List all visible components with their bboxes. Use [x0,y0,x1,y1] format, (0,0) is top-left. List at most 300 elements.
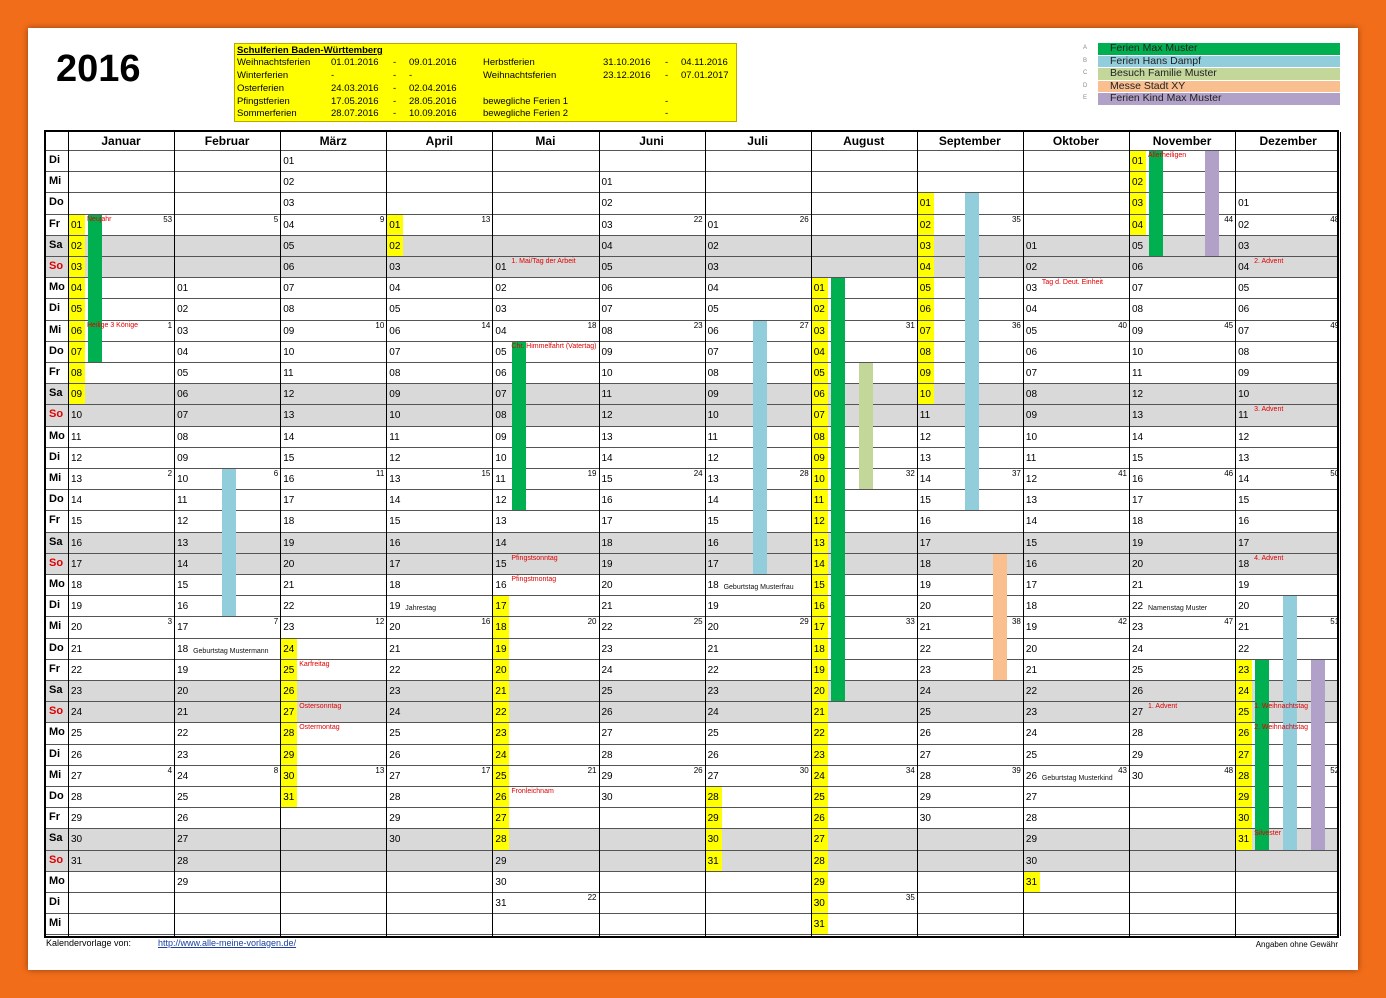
day-cell[interactable]: 27 [389,770,401,782]
day-cell[interactable]: 19 [493,639,509,659]
day-cell[interactable]: 11 [283,368,294,379]
day-cell[interactable]: 05 [1238,283,1250,295]
day-cell[interactable]: 28 [1025,813,1038,825]
day-cell[interactable]: 17 [1132,495,1144,507]
day-cell[interactable]: 31 [1024,872,1040,892]
day-cell[interactable]: 11 [601,389,612,401]
day-cell[interactable]: 01 [707,219,719,231]
day-cell[interactable]: 26 [1132,686,1144,697]
day-cell[interactable]: 29 [389,813,401,825]
day-cell[interactable]: 07 [177,410,189,422]
day-cell[interactable]: 11 [389,431,400,443]
day-cell[interactable]: 02 [69,236,85,256]
day-cell[interactable]: 19 [601,558,613,570]
day-cell[interactable]: 17 [283,495,295,507]
footer-link[interactable]: http://www.alle-meine-vorlagen.de/ [158,938,297,948]
day-cell[interactable]: 23 [1132,622,1144,634]
day-cell[interactable]: 28 [706,787,722,807]
day-cell[interactable]: 01 [1238,198,1250,210]
day-cell[interactable]: 24 [389,707,401,719]
day-cell[interactable]: 23 [493,723,509,743]
day-cell[interactable]: 10 [812,469,828,489]
day-cell[interactable]: 08 [177,431,189,443]
day-cell[interactable]: 19 [389,601,401,613]
day-cell[interactable]: 21 [493,681,509,701]
event-bar[interactable] [1149,151,1163,256]
day-cell[interactable]: 04 [918,257,934,277]
day-cell[interactable]: 13 [919,452,931,464]
day-cell[interactable]: 25 [281,660,297,680]
day-cell[interactable]: 27 [493,808,509,828]
day-cell[interactable]: 12 [1238,431,1250,443]
day-cell[interactable]: 07 [1132,283,1144,295]
day-cell[interactable]: 08 [918,342,934,362]
day-cell[interactable]: 13 [71,474,83,485]
day-cell[interactable]: 08 [495,410,507,422]
day-cell[interactable]: 07 [1025,368,1038,379]
day-cell[interactable]: 06 [707,325,719,337]
day-cell[interactable]: 06 [1238,304,1250,316]
day-cell[interactable]: 24 [177,770,189,782]
day-cell[interactable]: 10 [918,384,934,404]
day-cell[interactable]: 29 [1132,749,1144,761]
day-cell[interactable]: 20 [177,686,189,697]
day-cell[interactable]: 07 [812,405,828,425]
day-cell[interactable]: 14 [919,474,931,485]
day-cell[interactable]: 20 [1238,601,1250,613]
day-cell[interactable]: 16 [707,537,719,549]
day-cell[interactable]: 19 [1025,622,1038,634]
day-cell[interactable]: 18 [1238,558,1250,570]
day-cell[interactable]: 12 [495,495,507,507]
event-bar[interactable] [1311,660,1325,850]
day-cell[interactable]: 10 [1238,389,1250,401]
day-cell[interactable]: 22 [707,664,719,676]
day-cell[interactable]: 01 [387,215,403,235]
day-cell[interactable]: 02 [1238,219,1250,231]
day-cell[interactable]: 26 [1025,770,1038,782]
day-cell[interactable]: 09 [707,389,719,401]
day-cell[interactable]: 20 [1025,643,1038,655]
day-cell[interactable]: 01 [1025,240,1038,252]
day-cell[interactable]: 25 [177,792,189,803]
event-bar[interactable] [831,278,845,701]
day-cell[interactable]: 29 [706,808,722,828]
day-cell[interactable]: 24 [281,639,297,659]
day-cell[interactable]: 15 [495,558,507,570]
day-cell[interactable]: 20 [919,601,931,613]
day-cell[interactable]: 08 [812,427,828,447]
day-cell[interactable]: 05 [69,299,85,319]
day-cell[interactable]: 22 [1238,643,1250,655]
day-cell[interactable]: 06 [812,384,828,404]
day-cell[interactable]: 14 [495,537,507,549]
day-cell[interactable]: 28 [812,851,828,871]
day-cell[interactable]: 29 [281,745,297,765]
day-cell[interactable]: 13 [812,533,828,553]
day-cell[interactable]: 08 [389,368,401,379]
day-cell[interactable]: 07 [283,283,295,295]
day-cell[interactable]: 14 [707,495,719,507]
day-cell[interactable]: 08 [1025,389,1038,401]
day-cell[interactable]: 27 [601,728,613,740]
day-cell[interactable]: 16 [919,516,931,528]
day-cell[interactable]: 24 [707,707,719,719]
day-cell[interactable]: 03 [1025,283,1038,295]
day-cell[interactable]: 01 [918,193,934,213]
day-cell[interactable]: 26 [281,681,297,701]
day-cell[interactable]: 18 [812,639,828,659]
day-cell[interactable]: 02 [177,304,189,316]
day-cell[interactable]: 12 [71,452,83,464]
day-cell[interactable]: 29 [601,770,613,782]
day-cell[interactable]: 26 [177,813,189,825]
day-cell[interactable]: 03 [1130,193,1146,213]
day-cell[interactable]: 06 [1025,346,1038,358]
day-cell[interactable]: 22 [601,622,613,634]
day-cell[interactable]: 25 [707,728,719,740]
day-cell[interactable]: 06 [69,321,85,341]
day-cell[interactable]: 05 [495,346,507,358]
day-cell[interactable]: 07 [707,346,719,358]
day-cell[interactable]: 05 [601,262,613,273]
day-cell[interactable]: 04 [177,346,189,358]
day-cell[interactable]: 01 [1130,151,1146,171]
day-cell[interactable]: 06 [1132,262,1144,273]
day-cell[interactable]: 07 [495,389,507,401]
day-cell[interactable]: 15 [283,452,295,464]
day-cell[interactable]: 27 [281,702,297,722]
day-cell[interactable]: 14 [601,452,613,464]
day-cell[interactable]: 12 [601,410,613,422]
day-cell[interactable]: 06 [389,325,401,337]
day-cell[interactable]: 09 [812,448,828,468]
day-cell[interactable]: 19 [177,664,189,676]
day-cell[interactable]: 14 [71,495,83,507]
day-cell[interactable]: 06 [918,299,934,319]
day-cell[interactable]: 08 [707,368,719,379]
day-cell[interactable]: 15 [919,495,931,507]
day-cell[interactable]: 19 [707,601,719,613]
day-cell[interactable]: 16 [177,601,189,613]
day-cell[interactable]: 31 [495,898,507,909]
day-cell[interactable]: 31 [1236,829,1252,849]
day-cell[interactable]: 05 [812,363,828,383]
day-cell[interactable]: 10 [283,346,295,358]
day-cell[interactable]: 10 [707,410,719,422]
day-cell[interactable]: 27 [177,834,189,846]
day-cell[interactable]: 25 [493,766,509,786]
day-cell[interactable]: 27 [707,770,719,782]
day-cell[interactable]: 08 [1238,346,1250,358]
day-cell[interactable]: 09 [389,389,401,401]
day-cell[interactable]: 28 [281,723,297,743]
event-bar[interactable] [753,321,767,574]
day-cell[interactable]: 29 [71,813,83,825]
day-cell[interactable]: 18 [71,580,83,591]
day-cell[interactable]: 02 [601,198,613,210]
day-cell[interactable]: 05 [177,368,189,379]
day-cell[interactable]: 31 [706,851,722,871]
day-cell[interactable]: 07 [1238,325,1250,337]
day-cell[interactable]: 17 [1238,537,1250,549]
day-cell[interactable]: 09 [177,452,189,464]
day-cell[interactable]: 16 [283,474,295,485]
day-cell[interactable]: 26 [812,808,828,828]
day-cell[interactable]: 14 [1238,474,1250,485]
day-cell[interactable]: 26 [389,749,401,761]
day-cell[interactable]: 18 [1132,516,1144,528]
day-cell[interactable]: 04 [1238,262,1250,273]
day-cell[interactable]: 06 [495,368,507,379]
day-cell[interactable]: 28 [919,770,931,782]
day-cell[interactable]: 09 [1025,410,1038,422]
day-cell[interactable]: 30 [706,829,722,849]
day-cell[interactable]: 16 [1132,474,1144,485]
day-cell[interactable]: 17 [707,558,719,570]
day-cell[interactable]: 04 [283,219,295,231]
day-cell[interactable]: 03 [495,304,507,316]
day-cell[interactable]: 19 [1132,537,1144,549]
day-cell[interactable]: 22 [283,601,295,613]
day-cell[interactable]: 11 [1238,410,1249,422]
day-cell[interactable]: 29 [1025,834,1038,846]
day-cell[interactable]: 02 [707,240,719,252]
day-cell[interactable]: 01 [601,177,613,189]
day-cell[interactable]: 18 [177,643,189,655]
day-cell[interactable]: 05 [918,278,934,298]
day-cell[interactable]: 05 [389,304,401,316]
day-cell[interactable]: 04 [601,240,613,252]
day-cell[interactable]: 16 [71,537,83,549]
day-cell[interactable]: 14 [389,495,401,507]
day-cell[interactable]: 18 [707,580,719,591]
day-cell[interactable]: 25 [389,728,401,740]
day-cell[interactable]: 28 [493,829,509,849]
day-cell[interactable]: 15 [1132,452,1144,464]
day-cell[interactable]: 16 [601,495,613,507]
day-cell[interactable]: 16 [1238,516,1250,528]
day-cell[interactable]: 16 [812,596,828,616]
day-cell[interactable]: 11 [71,431,82,443]
day-cell[interactable]: 19 [283,537,295,549]
day-cell[interactable]: 23 [707,686,719,697]
day-cell[interactable]: 16 [495,580,507,591]
day-cell[interactable]: 26 [707,749,719,761]
day-cell[interactable]: 01 [69,215,85,235]
day-cell[interactable]: 23 [389,686,401,697]
day-cell[interactable]: 25 [71,728,83,740]
day-cell[interactable]: 05 [1132,240,1144,252]
day-cell[interactable]: 31 [281,787,297,807]
day-cell[interactable]: 01 [812,278,828,298]
day-cell[interactable]: 30 [1025,855,1038,867]
day-cell[interactable]: 21 [1132,580,1144,591]
day-cell[interactable]: 30 [1236,808,1252,828]
day-cell[interactable]: 01 [495,262,507,273]
day-cell[interactable]: 03 [1238,240,1250,252]
day-cell[interactable]: 30 [495,876,507,888]
day-cell[interactable]: 18 [389,580,401,591]
day-cell[interactable]: 04 [69,278,85,298]
day-cell[interactable]: 07 [918,321,934,341]
day-cell[interactable]: 12 [919,431,931,443]
day-cell[interactable]: 02 [387,236,403,256]
day-cell[interactable]: 23 [177,749,189,761]
day-cell[interactable]: 15 [707,516,719,528]
day-cell[interactable]: 25 [1132,664,1144,676]
day-cell[interactable]: 23 [283,622,295,634]
day-cell[interactable]: 24 [919,686,931,697]
day-cell[interactable]: 12 [1132,389,1144,401]
day-cell[interactable]: 12 [177,516,189,528]
event-bar[interactable] [859,363,873,489]
day-cell[interactable]: 07 [69,342,85,362]
day-cell[interactable]: 17 [389,558,401,570]
day-cell[interactable]: 13 [1025,495,1038,507]
day-cell[interactable]: 21 [812,702,828,722]
day-cell[interactable]: 13 [601,431,613,443]
event-bar[interactable] [965,193,979,510]
day-cell[interactable]: 13 [177,537,189,549]
day-cell[interactable]: 29 [919,792,931,803]
day-cell[interactable]: 10 [601,368,613,379]
day-cell[interactable]: 11 [1132,368,1143,379]
day-cell[interactable]: 02 [1025,262,1038,273]
day-cell[interactable]: 27 [1132,707,1144,719]
day-cell[interactable]: 22 [919,643,931,655]
day-cell[interactable]: 11 [812,490,828,510]
day-cell[interactable]: 09 [1238,368,1250,379]
day-cell[interactable]: 19 [919,580,931,591]
day-cell[interactable]: 12 [812,511,828,531]
day-cell[interactable]: 13 [1132,410,1144,422]
day-cell[interactable]: 20 [71,622,83,634]
day-cell[interactable]: 18 [493,617,509,637]
day-cell[interactable]: 13 [389,474,401,485]
day-cell[interactable]: 08 [601,325,613,337]
day-cell[interactable]: 16 [1025,558,1038,570]
day-cell[interactable]: 15 [71,516,83,528]
day-cell[interactable]: 09 [1132,325,1144,337]
day-cell[interactable]: 02 [495,283,507,295]
day-cell[interactable]: 24 [1025,728,1038,740]
event-bar[interactable] [88,215,102,362]
day-cell[interactable]: 04 [1130,215,1146,235]
day-cell[interactable]: 25 [919,707,931,719]
day-cell[interactable]: 02 [283,177,295,189]
day-cell[interactable]: 31 [71,855,83,867]
event-bar[interactable] [222,469,236,616]
day-cell[interactable]: 15 [389,516,401,528]
day-cell[interactable]: 08 [69,363,85,383]
day-cell[interactable]: 03 [918,236,934,256]
day-cell[interactable]: 21 [71,643,83,655]
day-cell[interactable]: 29 [1236,787,1252,807]
day-cell[interactable]: 10 [495,452,507,464]
day-cell[interactable]: 23 [919,664,931,676]
day-cell[interactable]: 30 [812,893,828,913]
day-cell[interactable]: 29 [177,876,189,888]
day-cell[interactable]: 23 [1025,707,1038,719]
day-cell[interactable]: 20 [601,580,613,591]
day-cell[interactable]: 21 [919,622,931,634]
day-cell[interactable]: 20 [1132,558,1144,570]
event-bar[interactable] [1205,151,1219,256]
day-cell[interactable]: 23 [812,745,828,765]
day-cell[interactable]: 03 [283,198,295,210]
event-bar[interactable] [1255,660,1269,850]
day-cell[interactable]: 10 [389,410,401,422]
day-cell[interactable]: 17 [177,622,189,634]
day-cell[interactable]: 21 [1238,622,1250,634]
day-cell[interactable]: 03 [812,321,828,341]
day-cell[interactable]: 24 [71,707,83,719]
day-cell[interactable]: 10 [1132,346,1144,358]
day-cell[interactable]: 29 [812,872,828,892]
day-cell[interactable]: 27 [1236,745,1252,765]
day-cell[interactable]: 18 [1025,601,1038,613]
event-bar[interactable] [512,342,526,511]
day-cell[interactable]: 13 [283,410,295,422]
day-cell[interactable]: 24 [1132,643,1144,655]
day-cell[interactable]: 14 [177,558,189,570]
day-cell[interactable]: 11 [919,410,931,422]
day-cell[interactable]: 26 [493,787,509,807]
day-cell[interactable]: 03 [707,262,719,273]
day-cell[interactable]: 02 [812,299,828,319]
day-cell[interactable]: 11 [177,495,188,507]
day-cell[interactable]: 12 [283,389,295,401]
day-cell[interactable]: 14 [812,554,828,574]
day-cell[interactable]: 30 [601,792,613,803]
day-cell[interactable]: 15 [177,580,189,591]
day-cell[interactable]: 08 [1132,304,1144,316]
day-cell[interactable]: 17 [493,596,509,616]
day-cell[interactable]: 03 [69,257,85,277]
day-cell[interactable]: 14 [1132,431,1144,443]
day-cell[interactable]: 07 [601,304,613,316]
day-cell[interactable]: 28 [601,749,613,761]
day-cell[interactable]: 21 [177,707,189,719]
day-cell[interactable]: 24 [601,664,613,676]
day-cell[interactable]: 30 [919,813,931,825]
day-cell[interactable]: 28 [177,855,189,867]
day-cell[interactable]: 30 [389,834,401,846]
day-cell[interactable]: 04 [1025,304,1038,316]
day-cell[interactable]: 28 [1236,766,1252,786]
day-cell[interactable]: 17 [812,617,828,637]
day-cell[interactable]: 13 [1238,452,1250,464]
day-cell[interactable]: 03 [389,262,401,273]
day-cell[interactable]: 23 [1236,660,1252,680]
day-cell[interactable]: 02 [918,215,934,235]
day-cell[interactable]: 07 [389,346,401,358]
day-cell[interactable]: 23 [71,686,83,697]
day-cell[interactable]: 09 [918,363,934,383]
day-cell[interactable]: 21 [707,643,719,655]
day-cell[interactable]: 30 [281,766,297,786]
day-cell[interactable]: 14 [283,431,295,443]
day-cell[interactable]: 02 [1130,172,1146,192]
day-cell[interactable]: 03 [177,325,189,337]
day-cell[interactable]: 26 [919,728,931,740]
day-cell[interactable]: 30 [71,834,83,846]
day-cell[interactable]: 10 [177,474,189,485]
day-cell[interactable]: 27 [919,749,931,761]
day-cell[interactable]: 22 [177,728,189,740]
day-cell[interactable]: 20 [493,660,509,680]
